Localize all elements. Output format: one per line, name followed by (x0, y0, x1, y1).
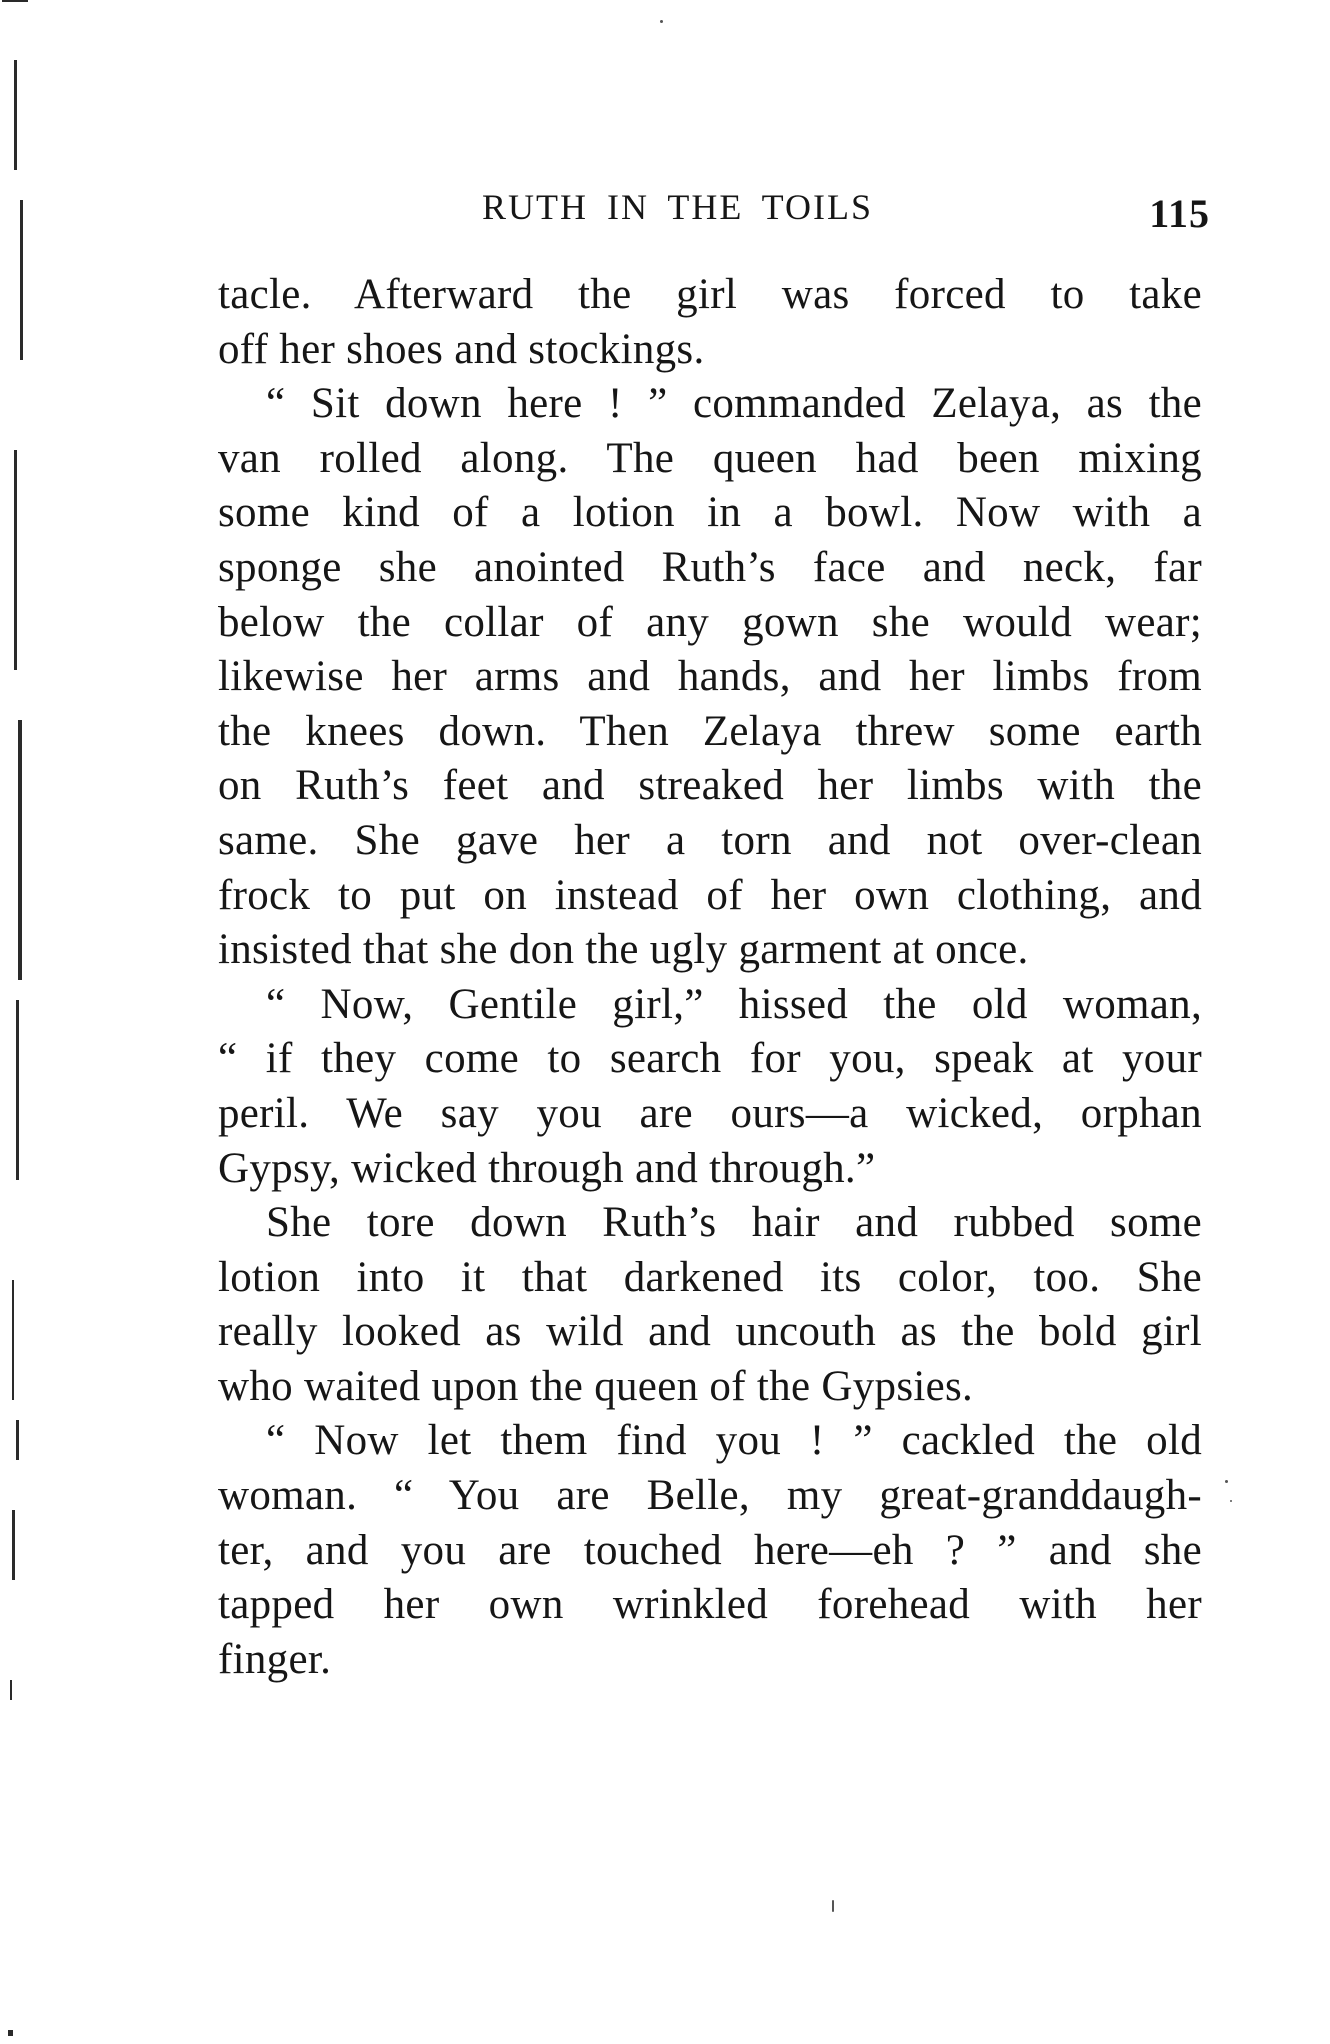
text-line: “ Sit down here ! ” commanded Zelaya, as the (266, 380, 1202, 428)
scan-speck (832, 1900, 834, 1912)
page-gutter-scan-marks (0, 0, 40, 2044)
text-line: “ Now, Gentile girl,” hissed the old woman, (266, 980, 1202, 1028)
text-line: “ if they come to search for you, speak at your (218, 1035, 1202, 1083)
text-line: “ Now let them find you ! ” cackled the old (266, 1417, 1202, 1465)
text-line: lotion into it that darkened its color, too. She (218, 1253, 1202, 1301)
page-number: 115 (1149, 191, 1210, 236)
text-line: Gypsy, wicked through and through.” (218, 1144, 876, 1192)
text-line: insisted that she don the ugly garment at once. (218, 926, 1029, 974)
text-line: off her shoes and stockings. (218, 325, 705, 373)
scan-speck (1225, 1480, 1228, 1483)
text-line: who waited upon the queen of the Gypsies. (218, 1362, 974, 1410)
text-line: same. She gave her a torn and not over-clean (218, 816, 1202, 864)
text-line: tapped her own wrinkled forehead with her (218, 1581, 1202, 1629)
text-line: ter, and you are touched here—eh ? ” and she (218, 1526, 1202, 1574)
text-line: She tore down Ruth’s hair and rubbed some (266, 1199, 1202, 1247)
text-line: below the collar of any gown she would wear; (218, 598, 1202, 646)
text-line: peril. We say you are ours—a wicked, orphan (218, 1089, 1202, 1137)
text-line: likewise her arms and hands, and her limbs from (218, 653, 1202, 701)
body-text (218, 268, 1202, 1687)
text-line: on Ruth’s feet and streaked her limbs with the (218, 762, 1202, 810)
text-line: sponge she anointed Ruth’s face and neck, far (218, 543, 1202, 591)
text-line: some kind of a lotion in a bowl. Now with a (218, 489, 1202, 537)
text-line: really looked as wild and uncouth as the bold girl (218, 1308, 1202, 1356)
text-line: finger. (218, 1635, 332, 1683)
text-line: the knees down. Then Zelaya threw some earth (218, 707, 1202, 755)
page-header (482, 186, 1210, 246)
scan-speck (1230, 1500, 1232, 1502)
running-title: RUTH IN THE TOILS (482, 187, 873, 227)
text-line: woman. “ You are Belle, my great-granddaugh- (218, 1472, 1202, 1520)
scan-speck (660, 20, 663, 23)
text-line: tacle. Afterward the girl was forced to take (218, 271, 1202, 318)
text-line: van rolled along. The queen had been mixing (218, 434, 1202, 482)
text-line: frock to put on instead of her own clothing, and (218, 871, 1202, 919)
